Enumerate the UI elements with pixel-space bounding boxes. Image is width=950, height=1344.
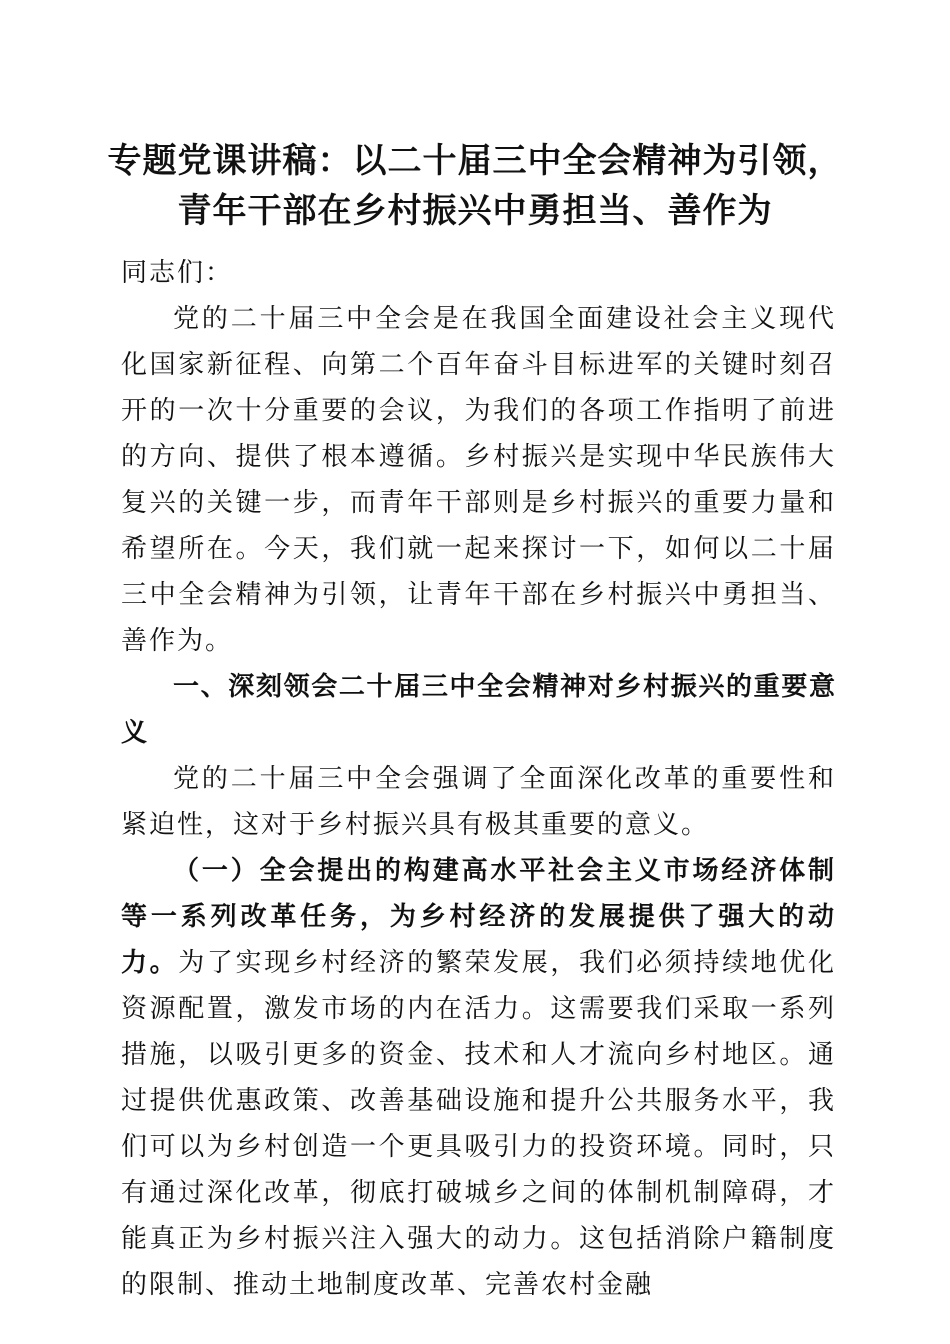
document-title-line-2: 青年干部在乡村振兴中勇担当、善作为 <box>177 191 773 231</box>
paragraph-section-1: 党的二十届三中全会强调了全面深化改革的重要性和紧迫性，这对于乡村振兴具有极其重要的意义。 <box>121 764 836 840</box>
subsection-heading-1: （一）全会提出的构建高水平社会主义市场经济体制等一系列改革任务，为乡村经济的发展提供了强大的动力。 <box>121 856 836 978</box>
document-title-line-1: 专题党课讲稿：以二十届三中全会精神为引领， <box>107 141 843 181</box>
subsection-1-text: 为了实现乡村经济的繁荣发展，我们必须持续地优化资源配置，激发市场的内在活力。这需要我们采取一系列措施，以吸引更多的资金、技术和人才流向乡村地区。通过提供优惠政策、改善基础设施和提升公共服务水平，我们可以为乡村创造一个更具吸引力的投资环境。同时，只有通过深化改革，彻底打破城乡之间的体制机制障碍，才能真正为乡村振兴注入强大的动力。这包括消除户籍制度的限制、推动土地制度改革、完善农村金融 <box>121 948 836 1300</box>
section-heading-1: 一、深刻领会二十届三中全会精神对乡村振兴的重要意义 <box>121 672 836 748</box>
paragraph-intro: 党的二十届三中全会是在我国全面建设社会主义现代化国家新征程、向第二个百年奋斗目标进军的关键时刻召开的一次十分重要的会议，为我们的各项工作指明了前进的方向、提供了根本遵循。乡村振兴是实现中华民族伟大复兴的关键一步，而青年干部则是乡村振兴的重要力量和希望所在。今天，我们就一起来探讨一下，如何以二十届三中全会精神为引领，让青年干部在乡村振兴中勇担当、善作为。 <box>121 304 836 656</box>
paragraph-subsection-1 <box>121 848 836 1308</box>
salutation: 同志们： <box>121 258 234 288</box>
document-body <box>121 250 836 1308</box>
